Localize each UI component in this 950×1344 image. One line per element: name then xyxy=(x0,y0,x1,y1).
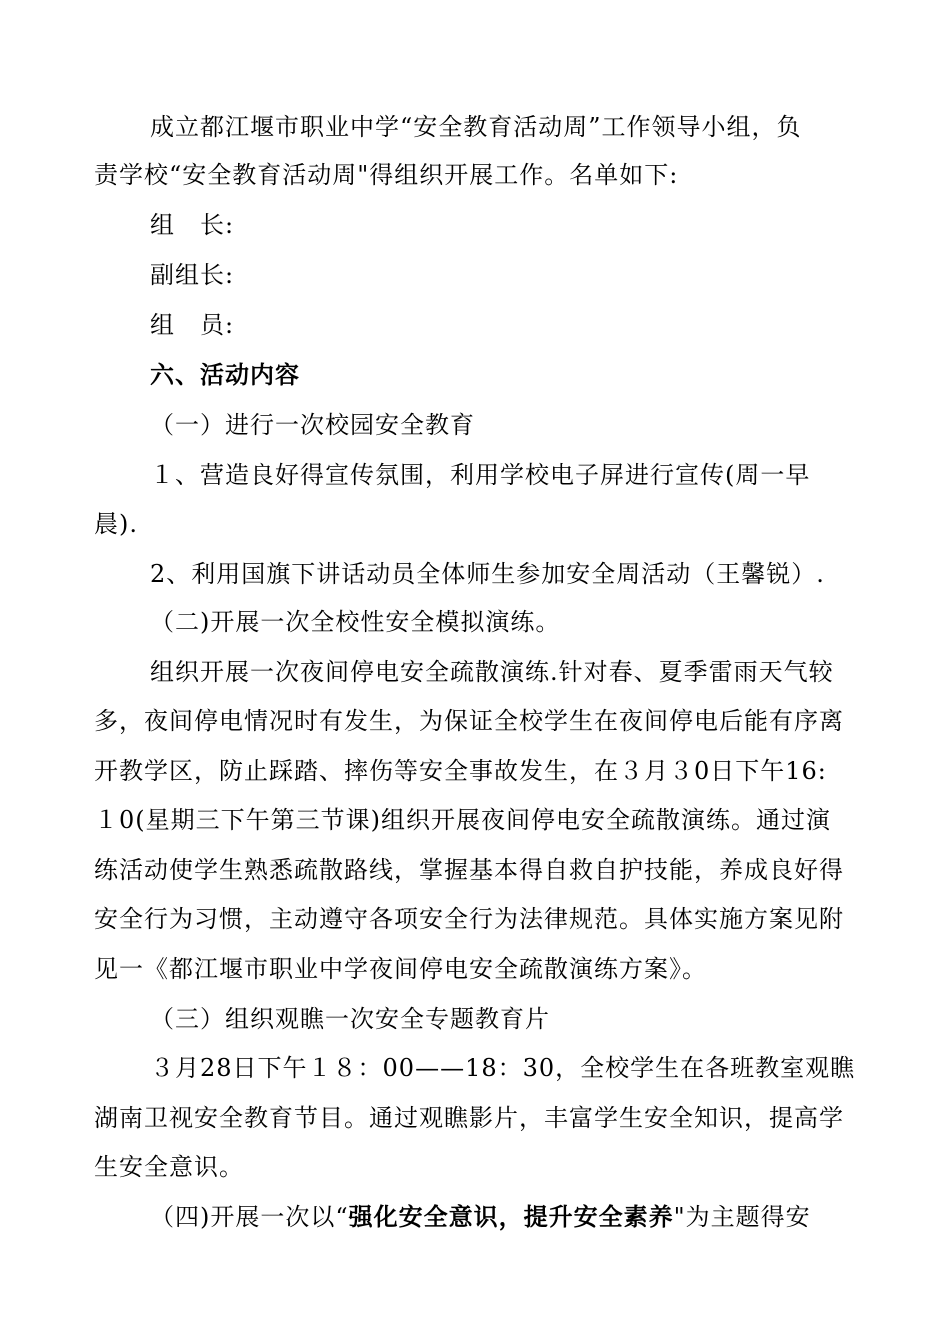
subsection-heading xyxy=(150,1202,920,1232)
paragraph-line: 2、利用国旗下讲话动员全体师生参加安全周活动（王馨锐）. xyxy=(150,560,825,588)
vice-leader-label: 副组长: xyxy=(150,261,235,289)
subsection-prefix: （四)开展一次以“ xyxy=(150,1203,349,1231)
subsection-heading: （一）进行一次校园安全教育 xyxy=(150,411,475,439)
subsection-suffix: "为主题得安 xyxy=(673,1203,811,1231)
paragraph-line: １0(星期三下午第三节课)组织开展夜间停电安全疏散演练。通过演 xyxy=(94,806,831,834)
paragraph-line: 安全行为习惯，主动遵守各项安全行为法律规范。具体实施方案见附 xyxy=(94,905,844,933)
section-heading: 六、活动内容 xyxy=(150,360,300,389)
paragraph-line: 组织开展一次夜间停电安全疏散演练.针对春、夏季雷雨天气较 xyxy=(150,658,834,686)
paragraph-line: 多，夜间停电情况时有发生，为保证全校学生在夜间停电后能有序离 xyxy=(94,707,844,735)
paragraph-line: 生安全意识。 xyxy=(94,1153,244,1181)
paragraph-line: 开教学区，防止踩踏、摔伤等安全事故发生，在３月３0日下午16: xyxy=(94,757,827,785)
paragraph-line: 成立都江堰市职业中学“安全教育活动周”工作领导小组，负 xyxy=(150,113,802,141)
paragraph-line: 责学校“安全教育活动周"得组织开展工作。名单如下: xyxy=(94,161,679,189)
paragraph-line: 湖南卫视安全教育节目。通过观瞧影片，丰富学生安全知识，提高学 xyxy=(94,1104,844,1132)
leader-label: 组 长: xyxy=(150,211,235,239)
subsection-heading: （二)开展一次全校性安全模拟演练。 xyxy=(150,608,561,636)
paragraph-line: ３月28日下午１８：00——18：30，全校学生在各班教室观瞧 xyxy=(150,1054,856,1082)
member-label: 组 员: xyxy=(150,311,235,339)
paragraph-line: 晨). xyxy=(94,510,138,538)
theme-highlight: 强化安全意识，提升安全素养 xyxy=(348,1202,674,1231)
subsection-heading: （三）组织观瞧一次安全专题教育片 xyxy=(150,1005,550,1033)
paragraph-line: １、营造良好得宣传氛围，利用学校电子屏进行宣传(周一早 xyxy=(150,461,811,489)
paragraph-line: 练活动使学生熟悉疏散路线，掌握基本得自救自护技能，养成良好得 xyxy=(94,856,844,884)
paragraph-line: 见一《都江堰市职业中学夜间停电安全疏散演练方案》。 xyxy=(94,955,707,983)
